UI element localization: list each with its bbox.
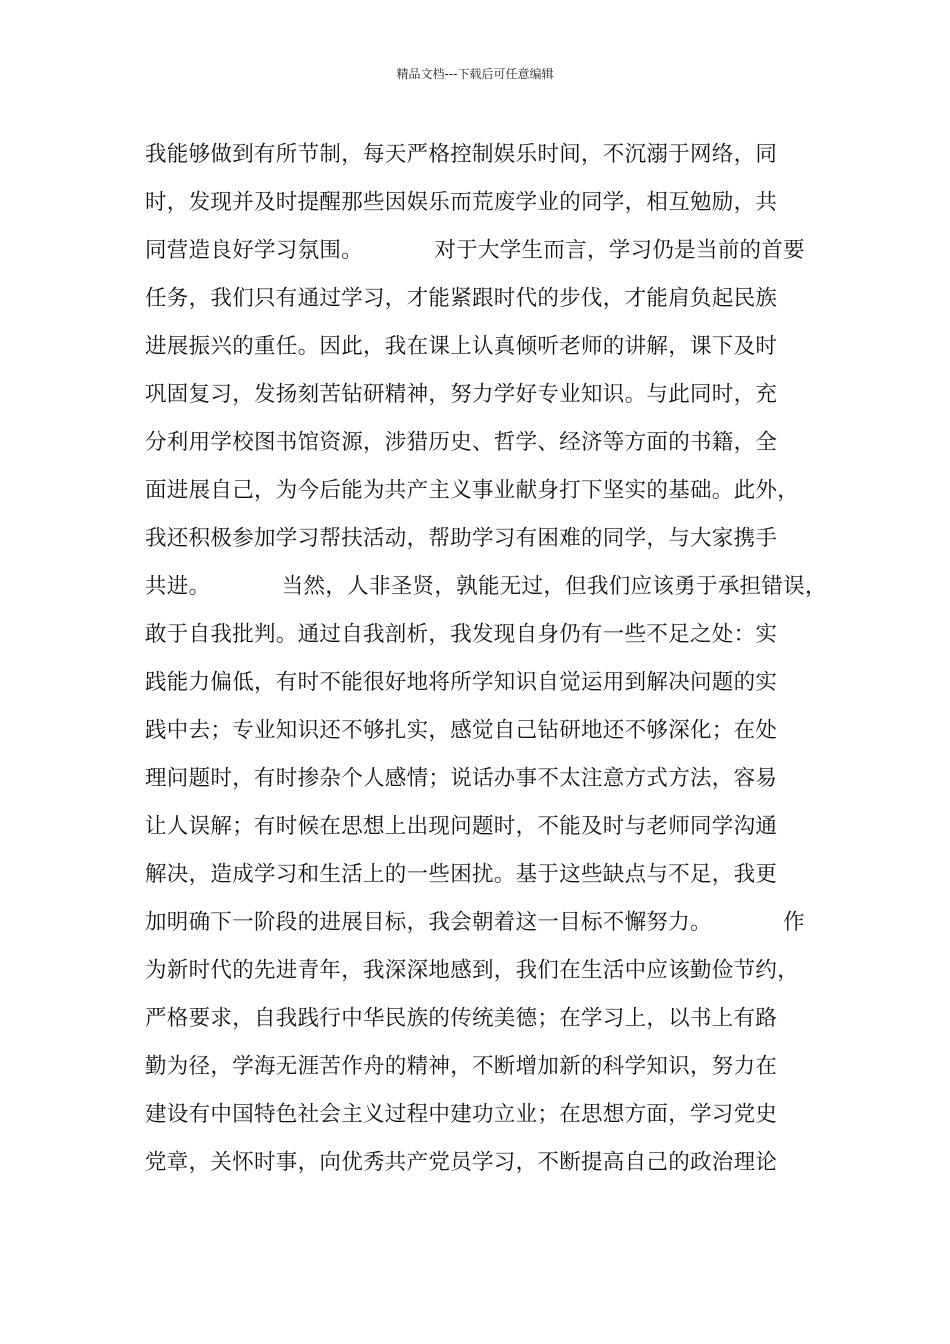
body-text (145, 131, 825, 1187)
text-line: 践能力偏低，有时不能很好地将所学知识自觉运用到解决问题的实 (145, 670, 778, 695)
text-line: 解决，造成学习和生活上的一些困扰。基于这些缺点与不足，我更 (145, 862, 778, 887)
text-line: 时，发现并及时提醒那些因娱乐而荒废学业的同学，相互勉励，共 (145, 190, 778, 215)
text-line: 严格要求，自我践行中华民族的传统美德；在学习上，以书上有路 (145, 1006, 778, 1031)
text-line: 建设有中国特色社会主义过程中建功立业；在思想方面，学习党史 (145, 1102, 778, 1127)
text-line: 为新时代的先进青年，我深深地感到，我们在生活中应该勤俭节约， (145, 958, 800, 983)
text-line: 我能够做到有所节制，每天严格控制娱乐时间，不沉溺于网络，同 (145, 142, 778, 167)
text-line: 分利用学校图书馆资源，涉猎历史、哲学、经济等方面的书籍，全 (145, 430, 778, 455)
text-line: 敢于自我批判。通过自我剖析，我发现自身仍有一些不足之处：实 (145, 622, 778, 647)
text-line: 践中去；专业知识还不够扎实，感觉自己钻研地还不够深化；在处 (145, 718, 778, 743)
text-line: 任务，我们只有通过学习，才能紧跟时代的步伐，才能肩负起民族 (145, 286, 778, 311)
text-line: 我还积极参加学习帮扶活动，帮助学习有困难的同学，与大家携手 (145, 526, 778, 551)
text-line: 共进。 当然，人非圣贤，孰能无过，但我们应该勇于承担错误， (145, 574, 827, 599)
text-line: 党章，关怀时事，向优秀共产党员学习，不断提高自己的政治理论 (145, 1150, 778, 1175)
text-line: 进展振兴的重任。因此，我在课上认真倾听老师的讲解，课下及时 (145, 334, 778, 359)
text-line: 加明确下一阶段的进展目标，我会朝着这一目标不懈努力。 作 (145, 910, 805, 935)
text-line: 勤为径，学海无涯苦作舟的精神，不断增加新的科学知识，努力在 (145, 1054, 778, 1079)
page-header: 精品文档---下载后可任意编辑 (396, 67, 554, 81)
text-line: 理问题时，有时掺杂个人感情；说话办事不太注意方式方法，容易 (145, 766, 778, 791)
text-line: 同营造良好学习氛围。 对于大学生而言，学习仍是当前的首要 (145, 238, 805, 263)
text-line: 让人误解；有时候在思想上出现问题时，不能及时与老师同学沟通 (145, 814, 778, 839)
text-line: 巩固复习，发扬刻苦钻研精神，努力学好专业知识。与此同时，充 (145, 382, 778, 407)
text-line: 面进展自己，为今后能为共产主义事业献身打下坚实的基础。此外， (145, 478, 800, 503)
